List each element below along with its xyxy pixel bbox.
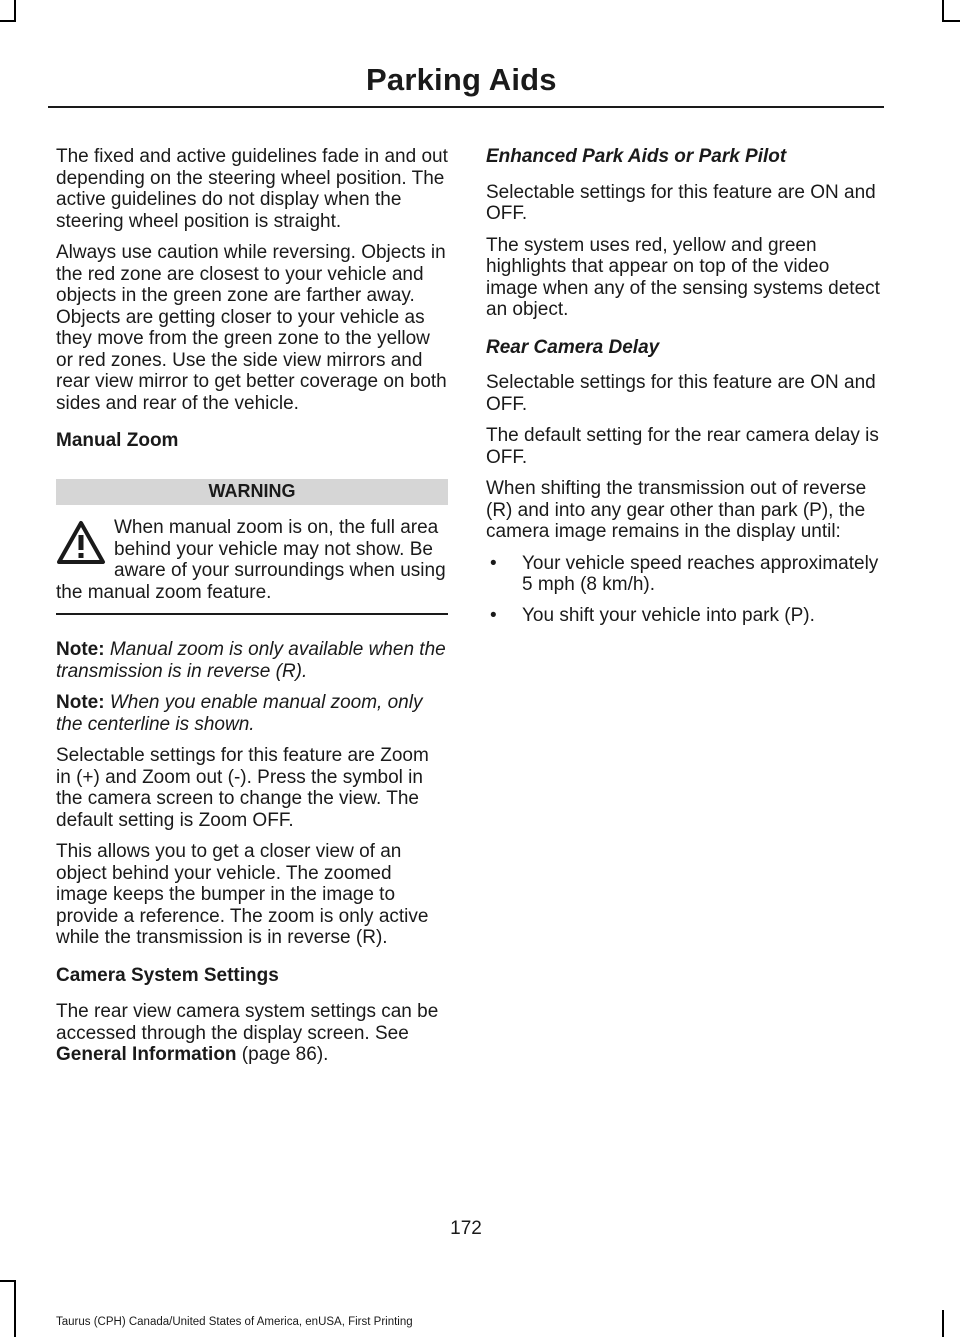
note-label: Note: — [56, 692, 105, 713]
crop-mark-bottom-left-h — [0, 1280, 16, 1282]
warning-text: When manual zoom is on, the full area behind your vehicle may not show. Be aware of your surroundings when using the manual zoom feature. — [56, 517, 446, 603]
page-number: 172 — [450, 1218, 482, 1239]
paragraph-enhanced-settings: Selectable settings for this feature are ON and OFF. — [486, 181, 876, 224]
bullet-icon: • — [490, 552, 497, 574]
note-text: Manual zoom is only available when the transmission is in reverse (R). — [56, 639, 446, 682]
crop-mark-top-right-h — [942, 20, 960, 22]
right-column — [486, 146, 884, 635]
note-text: When you enable manual zoom, only the centerline is shown. — [56, 692, 423, 735]
crop-mark-top-right — [942, 0, 944, 22]
note-centerline — [56, 692, 448, 735]
paragraph-delay-settings: Selectable settings for this feature are ON and OFF. — [486, 372, 876, 415]
paragraph-delay-default: The default setting for the rear camera delay is OFF. — [486, 425, 879, 468]
paragraph-camera-settings — [56, 1001, 448, 1066]
paragraph-zoom-description: This allows you to get a closer view of an object behind your vehicle. The zoomed image keeps the bumper in the image to provide a reference. The zoom is only active while the transmission is in reverse (R). — [56, 841, 429, 948]
page-reference: (page 86). — [236, 1044, 329, 1065]
list-item — [486, 553, 884, 596]
page-title: Parking Aids — [366, 62, 557, 97]
footer-text: Taurus (CPH) Canada/United States of America, enUSA, First Printing — [56, 1316, 413, 1328]
heading-camera-system-settings: Camera System Settings — [56, 964, 279, 986]
crop-mark-bottom-left — [14, 1280, 16, 1337]
paragraph-guidelines: The fixed and active guidelines fade in and out depending on the steering wheel position. The active guidelines do not display when the steering wheel position is straight. — [56, 146, 448, 232]
paragraph-highlights: The system uses red, yellow and green highlights that appear on top of the video image when any of the sensing systems detect an object. — [486, 234, 880, 320]
list-item — [486, 605, 884, 627]
warning-banner: WARNING — [56, 479, 448, 506]
warning-triangle-icon — [56, 520, 106, 566]
list-item-text: Your vehicle speed reaches approximately 5 mph (8 km/h). — [522, 552, 879, 595]
note-label: Note: — [56, 639, 105, 660]
general-information-link[interactable]: General Information — [56, 1044, 237, 1065]
heading-manual-zoom: Manual Zoom — [56, 430, 179, 451]
paragraph-caution: Always use caution while reversing. Objects in the red zone are closest to your vehicle and objects in the green zone are farther away. Objects are getting closer to your vehicle as they move from the green zone to the yellow or red zones. Use the side view mirrors and rear view mirror to get better coverage on both sides and rear of the vehicle. — [56, 242, 447, 414]
warning-box — [56, 517, 448, 615]
bullet-icon: • — [490, 604, 497, 626]
heading-enhanced-park-aids: Enhanced Park Aids or Park Pilot — [486, 146, 787, 167]
heading-rear-camera-delay: Rear Camera Delay — [486, 336, 660, 358]
bullet-list — [486, 553, 884, 627]
note-manual-zoom — [56, 639, 448, 682]
crop-mark-bottom-right — [942, 1310, 944, 1337]
crop-mark-top-left-h — [0, 20, 16, 22]
paragraph-zoom-settings: Selectable settings for this feature are Zoom in (+) and Zoom out (-). Press the symbol in the camera screen to change the view. The default setting is Zoom OFF. — [56, 745, 429, 831]
paragraph-text: The rear view camera system settings can be accessed through the display screen. See — [56, 1001, 439, 1044]
list-item-text: You shift your vehicle into park (P). — [522, 604, 815, 626]
left-column — [56, 146, 448, 1076]
paragraph-shifting: When shifting the transmission out of reverse (R) and into any gear other than park (P), the camera image remains in the display until: — [486, 478, 867, 542]
crop-mark-top-left — [14, 0, 16, 22]
header-rule — [48, 106, 884, 108]
